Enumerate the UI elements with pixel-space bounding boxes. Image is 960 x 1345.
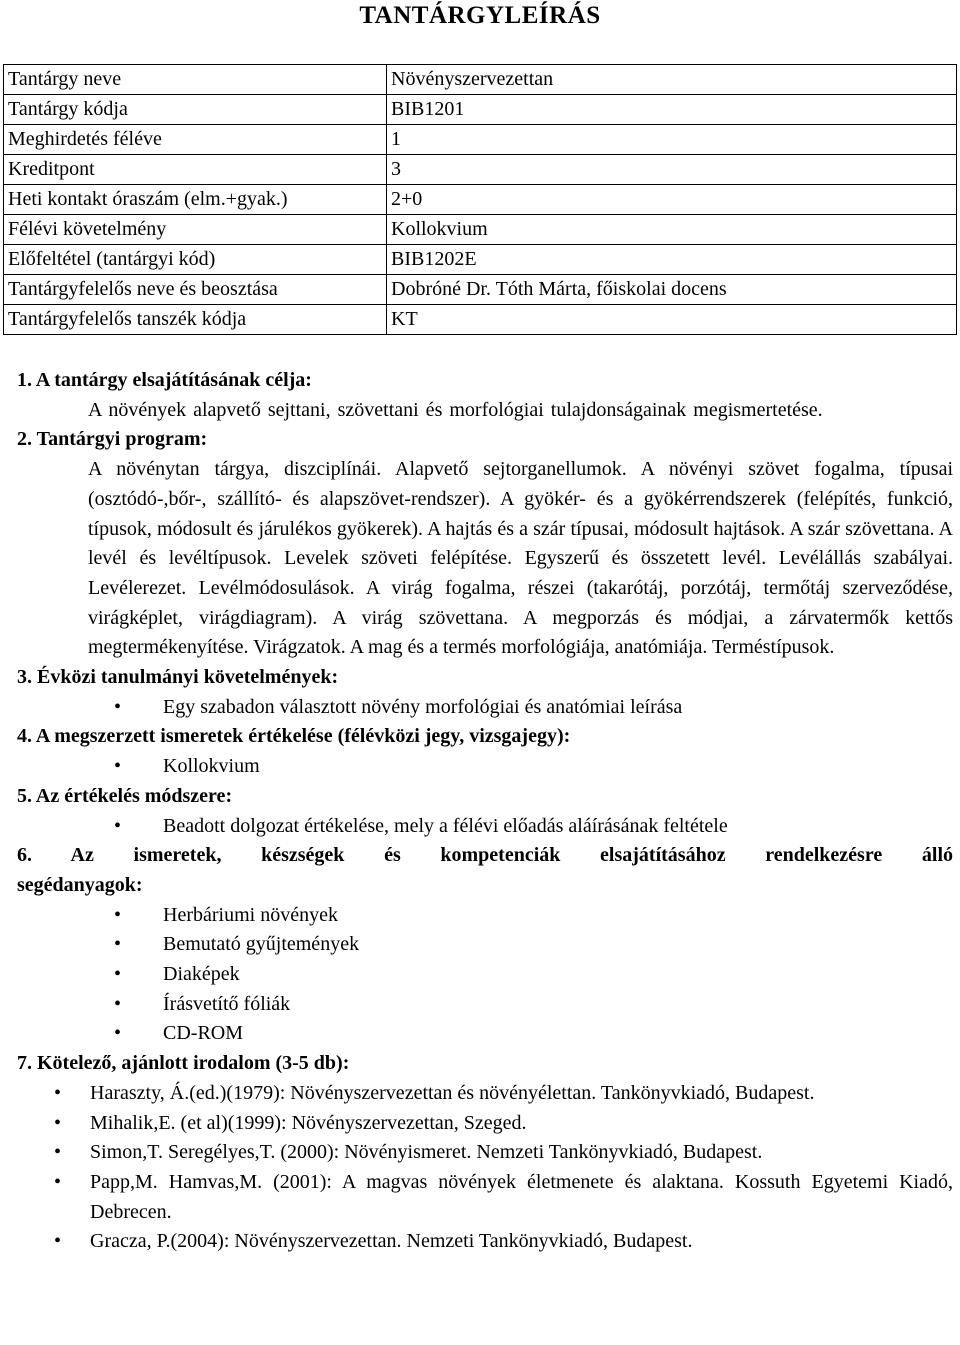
course-info-table: [3, 64, 957, 335]
section-6-heading: 6. Az ismeretek, készségek és kompetenciák elsajátításához rendelkezésre álló: [17, 844, 953, 867]
section-5-heading: 5. Az értékelés módszere:: [17, 784, 233, 807]
info-key: Kreditpont: [4, 155, 387, 185]
info-value: Növényszervezettan: [387, 65, 957, 95]
list-item: • Egy szabadon választott növény morfológiai és anatómiai leírása: [17, 693, 953, 723]
info-key: Tantárgy neve: [4, 65, 387, 95]
info-row: [4, 215, 957, 245]
info-key: Előfeltétel (tantárgyi kód): [4, 245, 387, 275]
section-7-heading: 7. Kötelező, ajánlott irodalom (3-5 db):: [17, 1052, 350, 1075]
section-6-heading-cont: segédanyagok:: [17, 873, 143, 896]
list-item: • Diaképek: [17, 960, 953, 990]
content: [17, 366, 953, 1257]
info-row: [4, 65, 957, 95]
info-value: BIB1201: [387, 95, 957, 125]
list-item: • CD-ROM: [17, 1019, 953, 1049]
info-value: 1: [387, 125, 957, 155]
section-1-text: A növények alapvető sejttani, szövettani és morfológiai tulajdonságainak megismertetése.: [88, 398, 823, 421]
section-4-heading: 4. A megszerzett ismeretek értékelése (félévközi jegy, vizsgajegy):: [17, 725, 571, 748]
list-item: • Haraszty, Á.(ed.)(1979): Növényszervezettan és növényélettan. Tankönyvkiadó, Budapest.: [17, 1079, 953, 1109]
info-value: 3: [387, 155, 957, 185]
section-3-list: [17, 693, 953, 723]
info-key: Heti kontakt óraszám (elm.+gyak.): [4, 185, 387, 215]
list-item: • Papp,M. Hamvas,M. (2001): A magvas növények életmenete és alaktana. Kossuth Egyetemi Kiadó, Debrecen.: [17, 1168, 953, 1227]
info-row: [4, 125, 957, 155]
section-4-list: [17, 752, 953, 782]
info-row: [4, 185, 957, 215]
section-6-list: [17, 901, 953, 1050]
info-value: 2+0: [387, 185, 957, 215]
info-key: Tantárgyfelelős tanszék kódja: [4, 305, 387, 335]
section-1-heading: 1. A tantárgy elsajátításának célja:: [17, 369, 312, 391]
list-item: • Gracza, P.(2004): Növényszervezettan. Nemzeti Tankönyvkiadó, Budapest.: [17, 1227, 953, 1257]
section-2-heading: 2. Tantárgyi program:: [17, 428, 208, 451]
list-item: • Herbáriumi növények: [17, 901, 953, 931]
info-row: [4, 155, 957, 185]
list-item: • Írásvetítő fóliák: [17, 990, 953, 1020]
info-value: BIB1202E: [387, 245, 957, 275]
section-3-heading: 3. Évközi tanulmányi követelmények:: [17, 666, 339, 689]
list-item: • Simon,T. Seregélyes,T. (2000): Növényismeret. Nemzeti Tankönyvkiadó, Budapest.: [17, 1138, 953, 1168]
info-row: [4, 305, 957, 335]
info-value: Kollokvium: [387, 215, 957, 245]
section-7-list: [17, 1079, 953, 1257]
info-row: [4, 245, 957, 275]
list-item: • Mihalik,E. (et al)(1999): Növényszervezettan, Szeged.: [17, 1109, 953, 1139]
info-key: Félévi követelmény: [4, 215, 387, 245]
info-key: Tantárgyfelelős neve és beosztása: [4, 275, 387, 305]
info-key: Meghirdetés féléve: [4, 125, 387, 155]
page-title: TANTÁRGYLEÍRÁS: [359, 2, 601, 29]
info-row: [4, 275, 957, 305]
list-item: • Bemutató gyűjtemények: [17, 930, 953, 960]
section-5-list: [17, 812, 953, 842]
list-item: • Beadott dolgozat értékelése, mely a félévi előadás aláírásának feltétele: [17, 812, 953, 842]
section-2-text: A növénytan tárgya, diszciplínái. Alapvető sejtorganellumok. A növényi szövet fogalma, típusai (osztódó-,bőr-, szállító- és alapszövet-rendszer). A gyökér- és a gyökérrendszerek (felépítés, funkció, típusok, módosult és járulékos gyökerek). A hajtás és a szár típusai, módosult hajtások. A szár szövettana. A levél és levéltípusok. Levelek szöveti felépítése. Egyszerű és összetett levél. Levélállás szabályai. Levélerezet. Levélmódosulások. A virág fogalma, részei (takarótáj, porzótáj, termőtáj szerveződése, virágképlet, virágdiagram). A virág szövettana. A megporzás és módjai, a zárvatermők kettős megtermékenyítése. Virágzatok. A mag és a termés morfológiája, anatómiája. Terméstípusok.: [88, 458, 953, 659]
list-item: • Kollokvium: [17, 752, 953, 782]
info-value: KT: [387, 305, 957, 335]
info-key: Tantárgy kódja: [4, 95, 387, 125]
info-value: Dobróné Dr. Tóth Márta, főiskolai docens: [387, 275, 957, 305]
info-row: [4, 95, 957, 125]
